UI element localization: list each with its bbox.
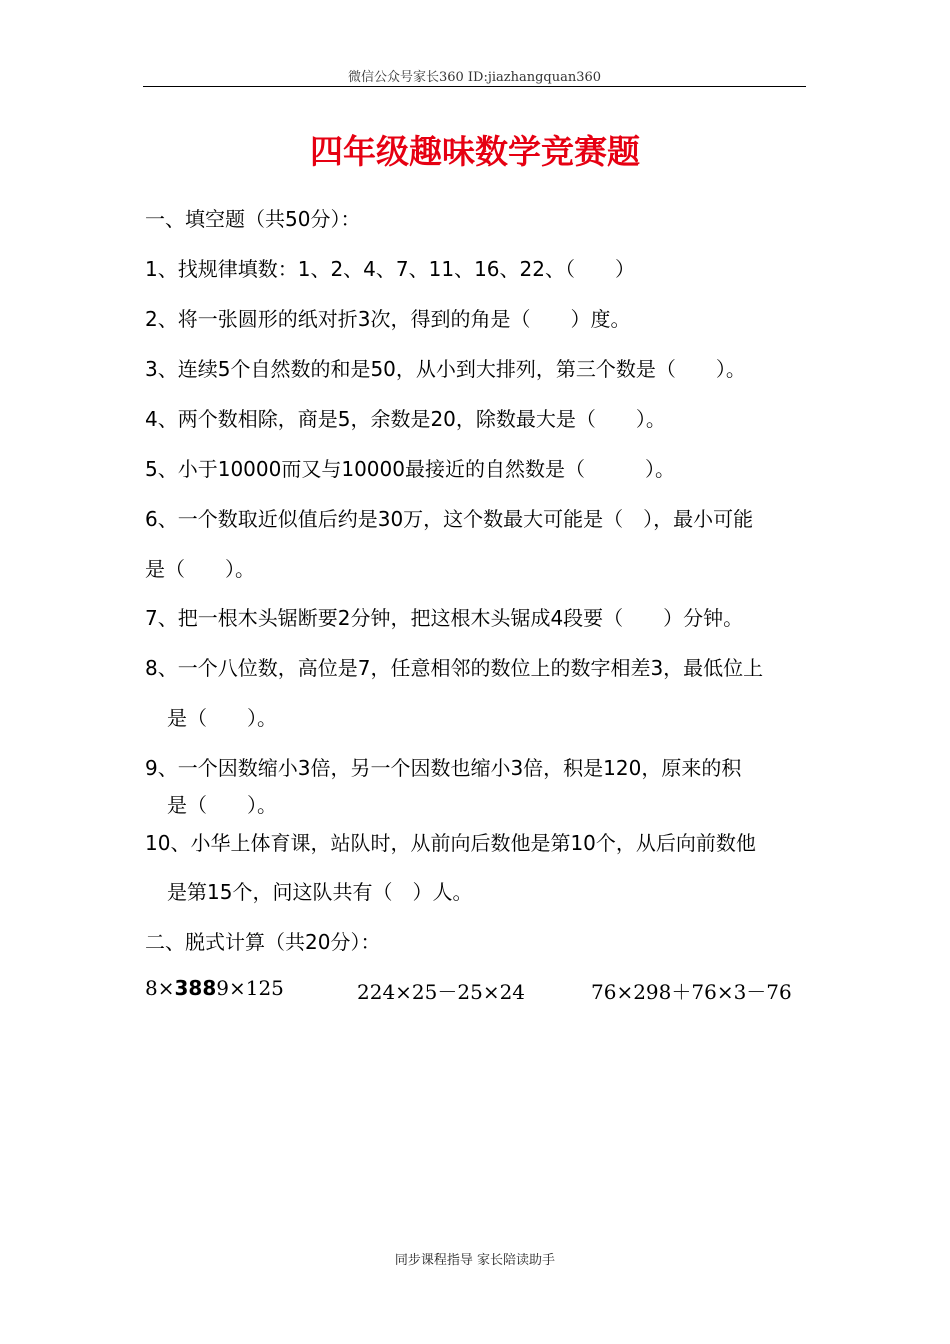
calculation-3: 76×298＋76×3－76 (591, 980, 792, 1004)
section1-heading: 一、填空题（共50分）： (145, 207, 361, 231)
question-9-line1: 9、一个因数缩小3倍，另一个因数也缩小3倍，积是120，原来的积 (145, 756, 742, 780)
question-6-line2: 是（ ）。 (145, 557, 255, 581)
section2-heading: 二、脱式计算（共20分）： (145, 930, 381, 954)
question-8-line1: 8、一个八位数，高位是7，任意相邻的数位上的数字相差3，最低位上 (145, 656, 764, 680)
question-3: 3、连续5个自然数的和是50，从小到大排列，第三个数是（ ）。 (145, 357, 746, 381)
question-4: 4、两个数相除，商是5，余数是20，除数最大是（ ）。 (145, 407, 666, 431)
question-6-line1: 6、一个数取近似值后约是30万，这个数最大可能是（ ），最小可能 (145, 507, 754, 531)
page-header: 微信公众号家长360 ID:jiazhangquan360 (347, 70, 602, 85)
calculation-row (145, 976, 805, 1004)
question-7: 7、把一根木头锯断要2分钟，把这根木头锯成4段要（ ）分钟。 (145, 606, 744, 630)
question-8-line2: 是（ ）。 (167, 706, 277, 730)
page-title: 四年级趣味数学竞赛题 (310, 132, 640, 171)
question-1: 1、找规律填数：1、2、4、7、11、16、22、（ ） (145, 257, 635, 281)
question-10-line2: 是第15个，问这队共有（ ）人。 (167, 880, 473, 904)
question-9-line2: 是（ ）。 (167, 793, 277, 817)
calculation-1-suffix: 9×125 (216, 976, 284, 1000)
calculation-2: 224×25－25×24 (357, 980, 526, 1004)
header-divider (143, 86, 806, 87)
page-footer: 同步课程指导 家长陪读助手 (394, 1253, 556, 1268)
calculation-1 (145, 976, 284, 1000)
calculation-1-bold: 388 (174, 976, 217, 1000)
question-2: 2、将一张圆形的纸对折3次，得到的角是（ ）度。 (145, 307, 631, 331)
question-5: 5、小于10000而又与10000最接近的自然数是（ ）。 (145, 457, 675, 481)
question-10-line1: 10、小华上体育课，站队时，从前向后数他是第10个，从后向前数他 (145, 831, 756, 855)
calculation-1-prefix: 8× (145, 976, 175, 1000)
